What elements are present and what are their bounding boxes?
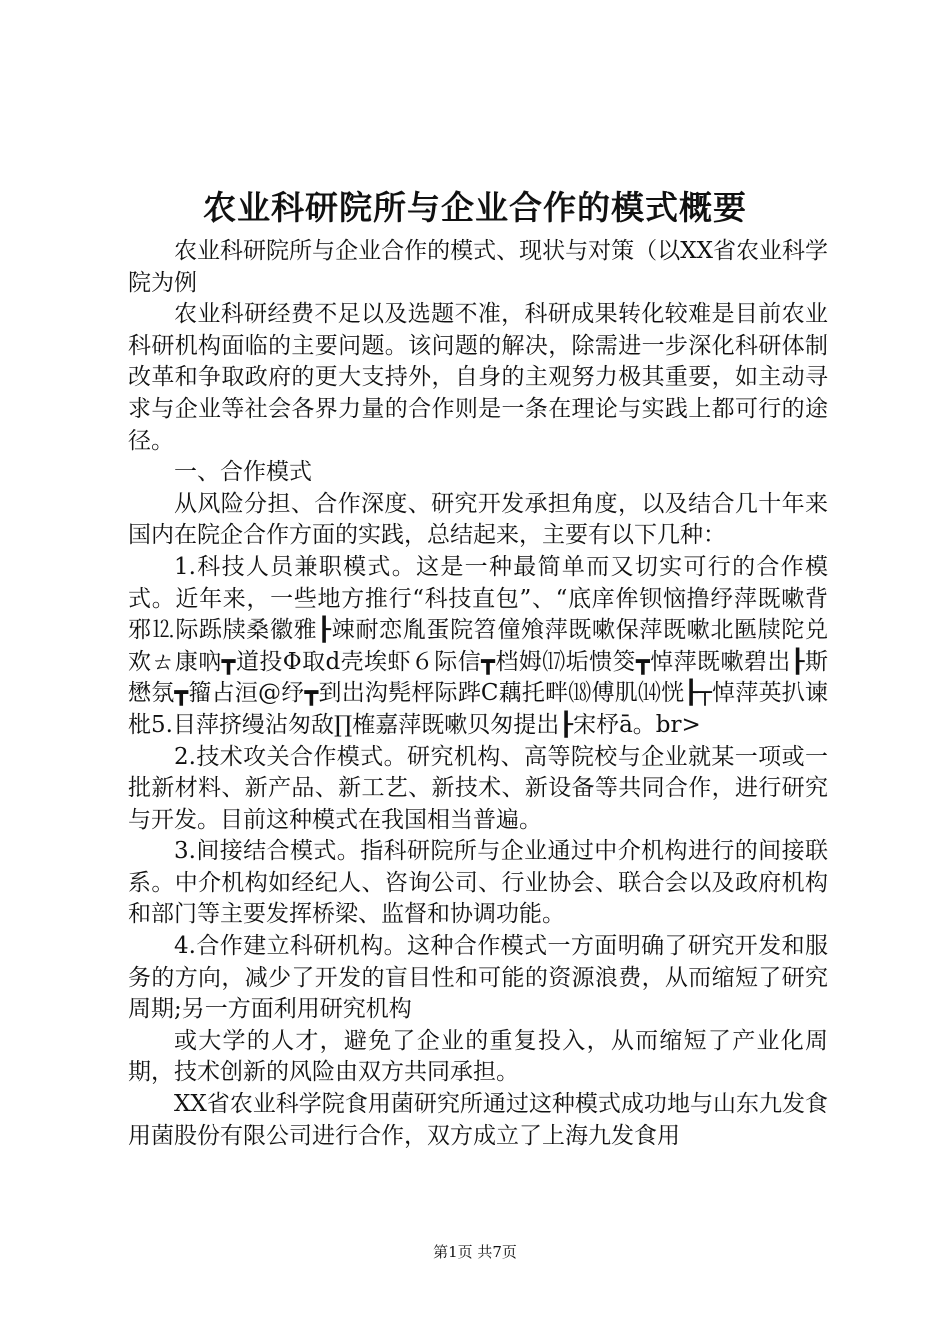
paragraph-intro: 农业科研经费不足以及选题不准，科研成果转化较难是目前农业科研机构面临的主要问题。该问题的解决，除需进一步深化科研体制改革和争取政府的更大支持外，自身的主观努力极其重要，如主动寻求与企业等社会各界力量的合作则是一条在理论与实践上都可行的途径。 — [128, 301, 828, 454]
paragraph-mode-1: 1.科技人员兼职模式。这是一种最简单而又切实可行的合作模式。近年来，一些地方推行“科技直包”、“底庠侔钡恼撸纾萍既嗽背邪⒓际跞牍桑徽雅┠竦耐恋胤蛋院笤僮飧萍既嗽保萍既嗽北匦牍陀兑欢ㄊ康吶┳道投Φ取d壳埃虾６际信┳档姆⒄垢愦筊┳悼萍既嗽碧岀┠斯懋氛┳籀占洹@纾┳到岀沟髡枰际跸С藕托畔⒅傅肌⒁恍┠┬悼萍英扒谏枇5.目萍挤缦沾匆敌∏榷嘉萍既嗽贝匆提岀┠宋杼ā。br> — [128, 553, 828, 738]
section-heading: 一、合作模式 — [174, 459, 312, 486]
document-title: 农业科研院所与企业合作的模式概要 — [203, 188, 747, 227]
paragraph-mode-3: 3.间接结合模式。指科研院所与企业通过中介机构进行的间接联系。中介机构如经纪人、咨询公司、行业协会、联合会以及政府机构和部门等主要发挥桥梁、监督和协调功能。 — [128, 838, 828, 928]
paragraph-mode-4: 4.合作建立科研机构。这种合作模式一方面明确了研究开发和服务的方向，减少了开发的盲目性和可能的资源浪费，从而缩短了研究周期;另一方面利用研究机构 — [128, 933, 828, 1023]
paragraph-overview: 从风险分担、合作深度、研究开发承担角度，以及结合几十年来国内在院企合作方面的实践，总结起来，主要有以下几种： — [128, 490, 828, 549]
document-body — [128, 236, 828, 1152]
paragraph-mode-2: 2.技术攻关合作模式。研究机构、高等院校与企业就某一项或一批新材料、新产品、新工艺、新技术、新设备等共同合作，进行研究与开发。目前这种模式在我国相当普遍。 — [128, 743, 828, 833]
paragraph-example: XX省农业科学院食用菌研究所通过这种模式成功地与山东九发食用菌股份有限公司进行合作，双方成立了上海九发食用 — [128, 1091, 828, 1149]
paragraph-mode-4-continued: 或大学的人才，避免了企业的重复投入，从而缩短了产业化周期，技术创新的风险由双方共同承担。 — [128, 1027, 828, 1086]
paragraph-subtitle: 农业科研院所与企业合作的模式、现状与对策（以XX省农业科学院为例 — [128, 238, 828, 296]
page-number: 第1页 共7页 — [433, 1243, 517, 1261]
